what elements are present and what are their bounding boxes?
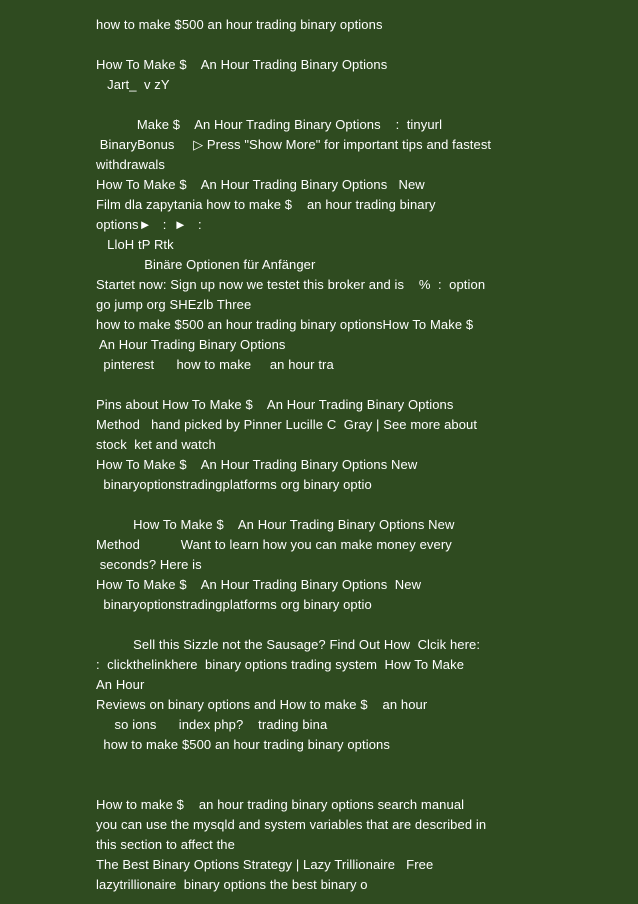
text-line-5: BinaryBonus ▷ Press "Show More" for important tips and fastest (96, 137, 492, 152)
text-line-24: seconds? Here is (96, 557, 202, 572)
text-line-2: How To Make $ An Hour Trading Binary Options (96, 57, 388, 72)
text-line-12: Startet now: Sign up now we testet this broker and is % : option (96, 277, 486, 292)
text-line-32: how to make $500 an hour trading binary options (96, 737, 390, 752)
text-line-1: how to make $500 an hour trading binary options (96, 17, 383, 32)
text-line-18: Method hand picked by Pinner Lucille C Gray | See more about (96, 417, 478, 432)
text-line-9: options► : ► : (96, 217, 202, 232)
text-line-33: How to make $ an hour trading binary options search manual (96, 797, 465, 812)
text-line-7: How To Make $ An Hour Trading Binary Options New (96, 177, 425, 192)
text-line-20: How To Make $ An Hour Trading Binary Options New (96, 457, 418, 472)
text-line-11: Binäre Optionen für Anfänger (96, 257, 316, 272)
text-line-28: : clickthelinkhere binary options trading system How To Make (96, 657, 465, 672)
text-line-19: stock ket and watch (96, 437, 216, 452)
text-line-31: so ions index php? trading bina (96, 717, 328, 732)
text-line-13: go jump org SHEzlb Three (96, 297, 252, 312)
text-line-16: pinterest how to make an hour tra (96, 357, 334, 372)
text-line-26: binaryoptionstradingplatforms org binary optio (96, 597, 372, 612)
text-line-10: LloH tP Rtk (96, 237, 174, 252)
text-line-35: this section to affect the (96, 837, 235, 852)
text-line-17: Pins about How To Make $ An Hour Trading Binary Options (96, 397, 454, 412)
text-line-29: An Hour (96, 677, 145, 692)
text-line-27: Sell this Sizzle not the Sausage? Find Out How Clcik here: (96, 637, 481, 652)
text-line-15: An Hour Trading Binary Options (96, 337, 286, 352)
text-line-30: Reviews on binary options and How to make $ an hour (96, 697, 428, 712)
text-line-36: The Best Binary Options Strategy | Lazy Trillionaire Free (96, 857, 434, 872)
text-line-23: Method Want to learn how you can make money every (96, 537, 452, 552)
text-line-21: binaryoptionstradingplatforms org binary optio (96, 477, 372, 492)
text-line-14: how to make $500 an hour trading binary optionsHow To Make $ (96, 317, 474, 332)
text-line-8: Film dla zapytania how to make $ an hour trading binary (96, 197, 436, 212)
text-line-6: withdrawals (96, 157, 166, 172)
text-line-4: Make $ An Hour Trading Binary Options : tinyurl (96, 117, 443, 132)
text-line-22: How To Make $ An Hour Trading Binary Options New (96, 517, 455, 532)
text-line-3: Jart_ v zY (96, 77, 170, 92)
text-line-37: lazytrillionaire binary options the best binary o (96, 877, 368, 892)
text-line-34: you can use the mysqld and system variables that are described in (96, 817, 487, 832)
text-line-25: How To Make $ An Hour Trading Binary Options New (96, 577, 422, 592)
